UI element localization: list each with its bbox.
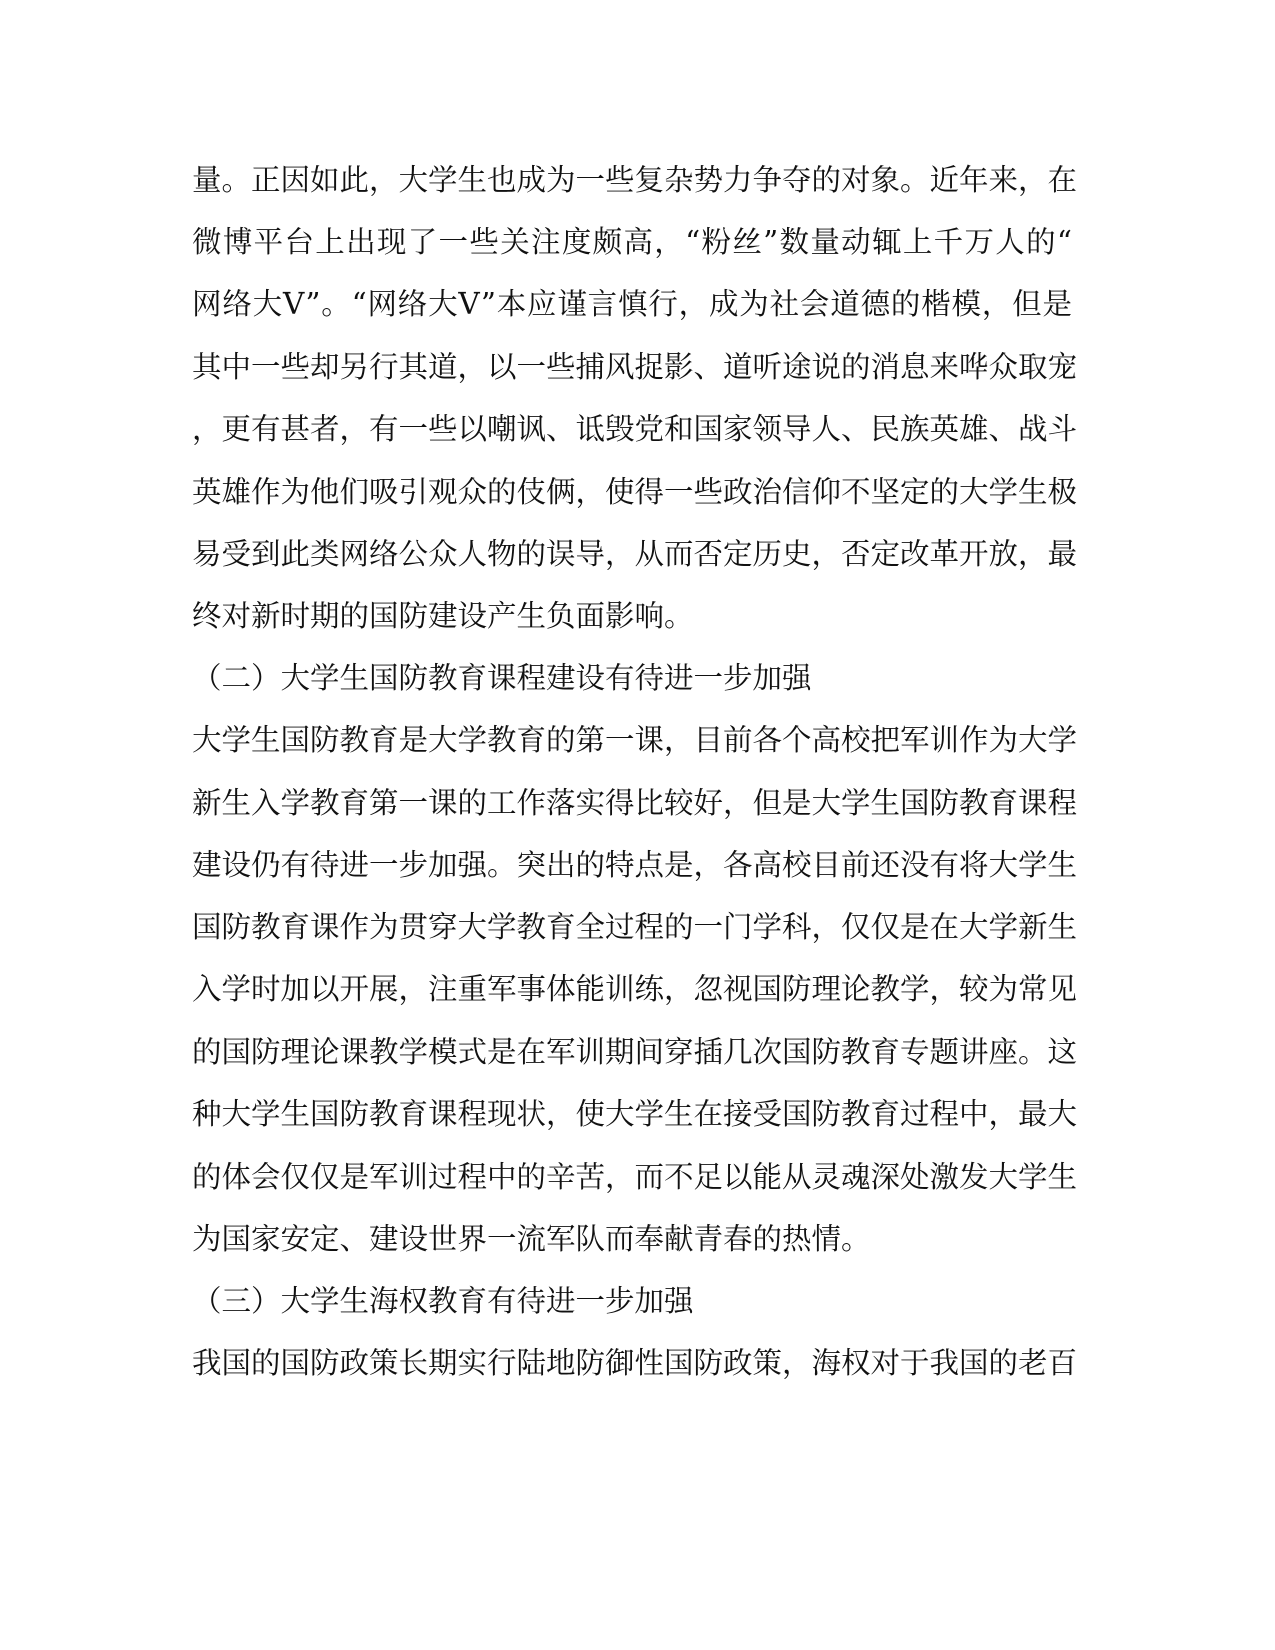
body-text-line: 种大学生国防教育课程现状，使大学生在接受国防教育过程中，最大: [192, 1097, 1078, 1131]
body-text-line: 我国的国防政策长期实行陆地防御性国防政策，海权对于我国的老百: [192, 1346, 1078, 1380]
body-text-line: ，更有甚者，有一些以嘲讽、诋毁党和国家领导人、民族英雄、战斗: [192, 412, 1078, 446]
body-text-line: 其中一些却另行其道，以一些捕风捉影、道听途说的消息来哗众取宠: [192, 350, 1078, 384]
body-text-line: 为国家安定、建设世界一流军队而奉献青春的热情。: [192, 1222, 871, 1256]
body-text-line: 量。正因如此，大学生也成为一些复杂势力争夺的对象。近年来，在: [192, 163, 1078, 197]
body-text-line: 网络大V”。“网络大V”本应谨言慎行，成为社会道德的楷模，但是: [192, 287, 1072, 321]
body-text-line: 新生入学教育第一课的工作落实得比较好，但是大学生国防教育课程: [192, 786, 1078, 820]
body-text-line: 微博平台上出现了一些关注度颇高，“粉丝”数量动辄上千万人的“: [192, 225, 1072, 259]
body-text-line: 的体会仅仅是军训过程中的辛苦，而不足以能从灵魂深处激发大学生: [192, 1160, 1078, 1194]
body-text-line: 终对新时期的国防建设产生负面影响。: [192, 599, 694, 633]
section-heading: （二）大学生国防教育课程建设有待进一步加强: [192, 661, 812, 695]
body-text-line: 国防教育课作为贯穿大学教育全过程的一门学科，仅仅是在大学新生: [192, 910, 1078, 944]
section-heading: （三）大学生海权教育有待进一步加强: [192, 1284, 694, 1318]
body-text-line: 大学生国防教育是大学教育的第一课，目前各个高校把军训作为大学: [192, 723, 1078, 757]
body-text-line: 入学时加以开展，注重军事体能训练，忽视国防理论教学，较为常见: [192, 972, 1078, 1006]
body-text-line: 的国防理论课教学模式是在军训期间穿插几次国防教育专题讲座。这: [192, 1035, 1078, 1069]
body-text-line: 易受到此类网络公众人物的误导，从而否定历史，否定改革开放，最: [192, 537, 1078, 571]
body-text-line: 英雄作为他们吸引观众的伎俩，使得一些政治信仰不坚定的大学生极: [192, 475, 1078, 509]
body-text-line: 建设仍有待进一步加强。突出的特点是，各高校目前还没有将大学生: [192, 848, 1078, 882]
